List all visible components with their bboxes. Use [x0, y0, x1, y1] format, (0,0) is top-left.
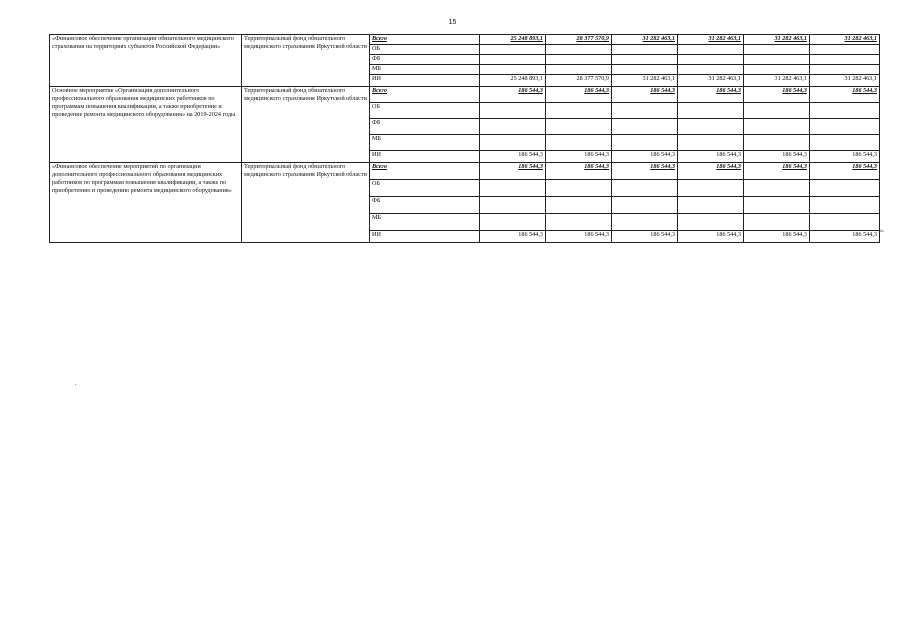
- funding-source: ФБ: [370, 197, 480, 214]
- measure-name: Основное мероприятие «Организация дополнительного профессионального образования медицинских работников по программам повышения квалификации, а также приобретение и проведение ремонта медицинского оборудования» на 2019-2024 годы: [50, 87, 242, 163]
- amount-cell: [546, 135, 612, 151]
- measure-name: «Финансовое обеспечение организации обязательного медицинского страхования на территориях субъектов Российской Федерации»: [50, 35, 242, 87]
- amount-cell: 186 544,3: [612, 151, 678, 163]
- amount-cell: 186 544,3: [744, 151, 810, 163]
- amount-cell: [810, 214, 880, 231]
- amount-cell: [744, 103, 810, 119]
- amount-cell: 186 544,3: [546, 87, 612, 103]
- funding-source: Всего: [370, 35, 480, 45]
- amount-cell: 186 544,3: [678, 163, 744, 180]
- amount-cell: [810, 103, 880, 119]
- amount-cell: [612, 197, 678, 214]
- amount-cell: [546, 197, 612, 214]
- page-number: 15: [448, 19, 457, 26]
- amount-cell: [810, 65, 880, 75]
- amount-cell: [480, 135, 546, 151]
- amount-cell: [480, 103, 546, 119]
- amount-cell: [480, 180, 546, 197]
- amount-cell: 31 282 463,1: [612, 75, 678, 87]
- funding-source: ОБ: [370, 103, 480, 119]
- funding-source: МБ: [370, 135, 480, 151]
- amount-cell: 31 282 463,1: [744, 35, 810, 45]
- amount-cell: 186 544,3: [678, 151, 744, 163]
- closing-quote-mark: ».: [880, 228, 885, 234]
- funding-source: ОБ: [370, 45, 480, 55]
- amount-cell: [810, 180, 880, 197]
- amount-cell: [612, 214, 678, 231]
- amount-cell: 28 377 570,9: [546, 35, 612, 45]
- amount-cell: [480, 197, 546, 214]
- funding-source: МБ: [370, 65, 480, 75]
- amount-cell: [546, 214, 612, 231]
- funding-source: Всего: [370, 163, 480, 180]
- amount-cell: 186 544,3: [612, 87, 678, 103]
- amount-cell: [546, 103, 612, 119]
- amount-cell: 25 248 893,1: [480, 35, 546, 45]
- amount-cell: 186 544,3: [480, 87, 546, 103]
- amount-cell: [480, 214, 546, 231]
- scan-speck: [75, 384, 76, 385]
- amount-cell: 186 544,3: [612, 231, 678, 243]
- amount-cell: 31 282 463,1: [678, 75, 744, 87]
- amount-cell: [612, 135, 678, 151]
- amount-cell: 186 544,3: [546, 231, 612, 243]
- amount-cell: 31 282 463,1: [678, 35, 744, 45]
- amount-cell: [810, 119, 880, 135]
- amount-cell: [546, 119, 612, 135]
- amount-cell: 186 544,3: [612, 163, 678, 180]
- funding-source: ОБ: [370, 180, 480, 197]
- amount-cell: 186 544,3: [480, 151, 546, 163]
- amount-cell: [678, 103, 744, 119]
- amount-cell: [480, 55, 546, 65]
- amount-cell: [744, 45, 810, 55]
- amount-cell: 186 544,3: [480, 163, 546, 180]
- funding-source: ИИ: [370, 231, 480, 243]
- amount-cell: [744, 180, 810, 197]
- amount-cell: [810, 197, 880, 214]
- amount-cell: 186 544,3: [744, 231, 810, 243]
- amount-cell: [678, 55, 744, 65]
- executor: Территориальный фонд обязательного медицинского страхования Иркутской области: [242, 163, 370, 243]
- table-row: [50, 87, 880, 103]
- funding-source: ФБ: [370, 119, 480, 135]
- funding-source: Всего: [370, 87, 480, 103]
- amount-cell: [744, 135, 810, 151]
- measure-name: «Финансовое обеспечение мероприятий по организации дополнительного профессионального образования медицинских работников по программам повышения квалификации, а также по приобретению и проведению ремонта медицинского оборудования»: [50, 163, 242, 243]
- amount-cell: [744, 119, 810, 135]
- amount-cell: [678, 135, 744, 151]
- funding-source: ИИ: [370, 151, 480, 163]
- amount-cell: 186 544,3: [546, 151, 612, 163]
- amount-cell: [612, 45, 678, 55]
- amount-cell: 31 282 463,1: [810, 35, 880, 45]
- amount-cell: [612, 180, 678, 197]
- amount-cell: [810, 135, 880, 151]
- amount-cell: [480, 119, 546, 135]
- amount-cell: 186 544,3: [810, 151, 880, 163]
- funding-source: ФБ: [370, 55, 480, 65]
- amount-cell: [480, 45, 546, 55]
- amount-cell: 31 282 463,1: [810, 75, 880, 87]
- amount-cell: [810, 55, 880, 65]
- amount-cell: 186 544,3: [546, 163, 612, 180]
- amount-cell: 186 544,3: [810, 87, 880, 103]
- amount-cell: [744, 65, 810, 75]
- amount-cell: [546, 55, 612, 65]
- amount-cell: [678, 180, 744, 197]
- amount-cell: [678, 45, 744, 55]
- amount-cell: 31 282 463,1: [612, 35, 678, 45]
- funding-source: ИИ: [370, 75, 480, 87]
- executor: Территориальный фонд обязательного медицинского страхования Иркутской области: [242, 87, 370, 163]
- amount-cell: 28 377 570,9: [546, 75, 612, 87]
- amount-cell: 186 544,3: [480, 231, 546, 243]
- funding-source: МБ: [370, 214, 480, 231]
- amount-cell: 186 544,3: [810, 163, 880, 180]
- amount-cell: 31 282 463,1: [744, 75, 810, 87]
- amount-cell: [678, 65, 744, 75]
- amount-cell: [744, 55, 810, 65]
- amount-cell: [744, 214, 810, 231]
- table-row: [50, 163, 880, 180]
- amount-cell: [612, 119, 678, 135]
- amount-cell: 186 544,3: [810, 231, 880, 243]
- amount-cell: [546, 45, 612, 55]
- funding-table: [49, 34, 880, 243]
- amount-cell: [612, 55, 678, 65]
- amount-cell: 186 544,3: [678, 231, 744, 243]
- amount-cell: [546, 65, 612, 75]
- amount-cell: [810, 45, 880, 55]
- amount-cell: 186 544,3: [744, 163, 810, 180]
- amount-cell: [744, 197, 810, 214]
- amount-cell: [678, 214, 744, 231]
- executor: Территориальный фонд обязательного медицинского страхования Иркутской области: [242, 35, 370, 87]
- amount-cell: [678, 197, 744, 214]
- amount-cell: [612, 103, 678, 119]
- amount-cell: [546, 180, 612, 197]
- amount-cell: [480, 65, 546, 75]
- table-row: [50, 35, 880, 45]
- amount-cell: [678, 119, 744, 135]
- amount-cell: [612, 65, 678, 75]
- amount-cell: 186 544,3: [678, 87, 744, 103]
- amount-cell: 186 544,3: [744, 87, 810, 103]
- amount-cell: 25 248 893,1: [480, 75, 546, 87]
